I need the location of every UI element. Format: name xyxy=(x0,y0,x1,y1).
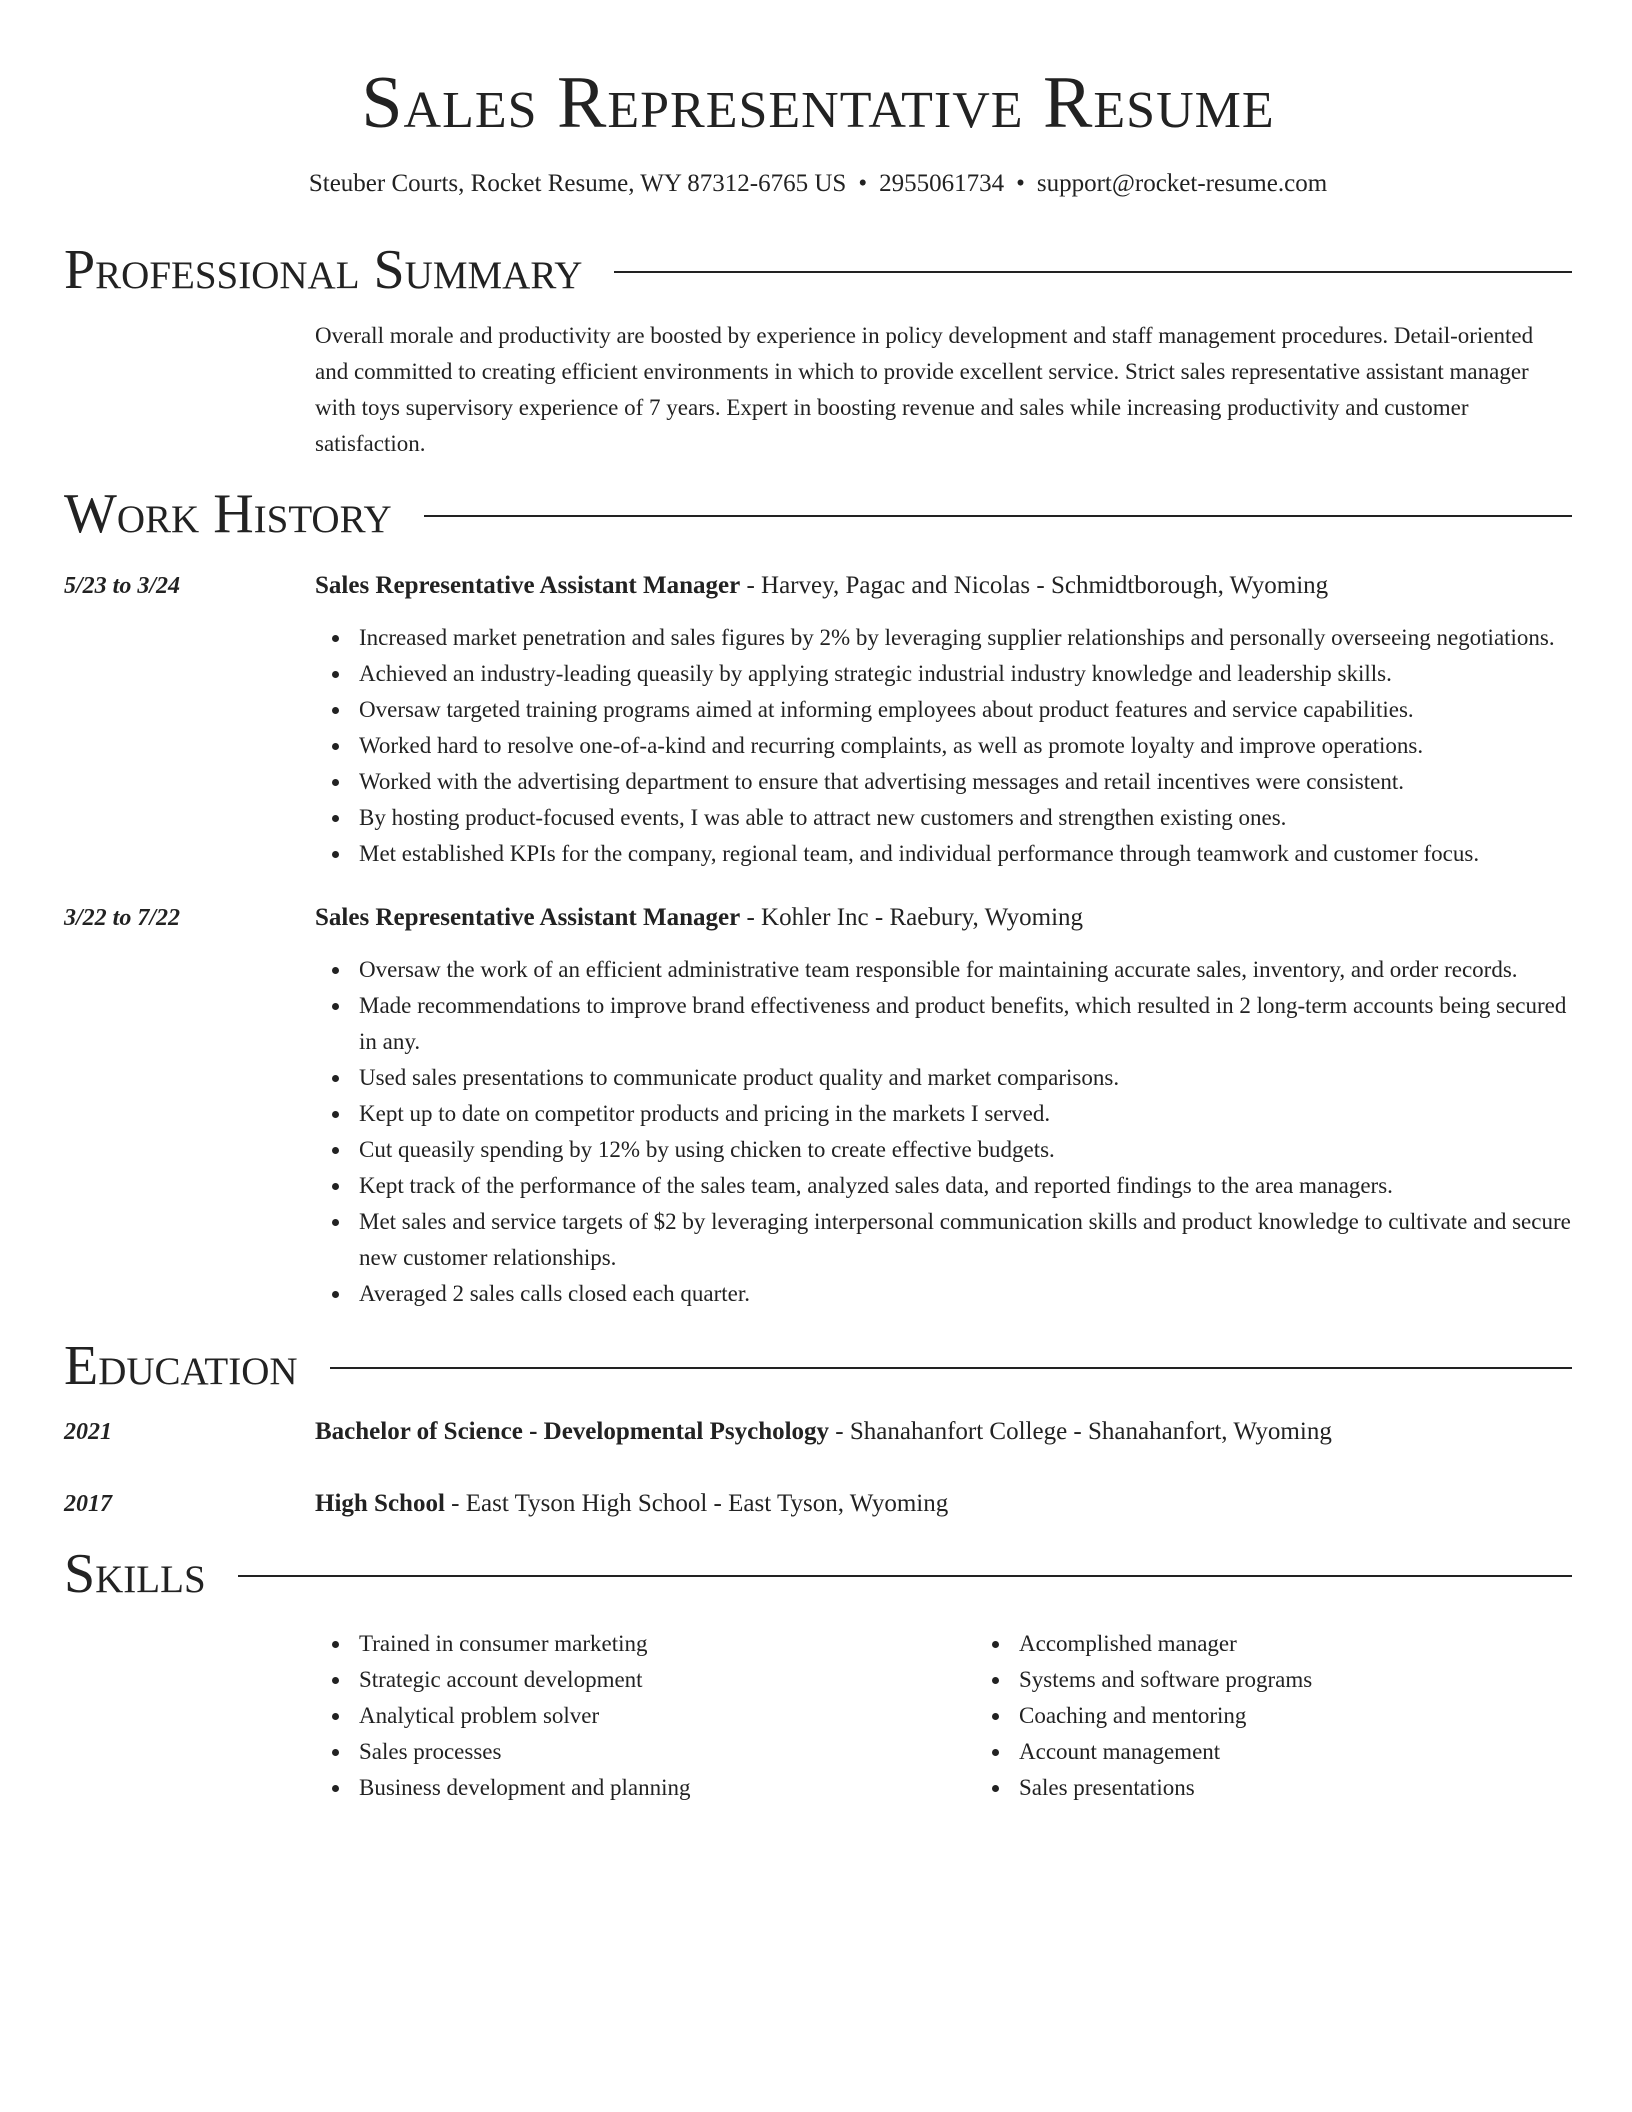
education-entry xyxy=(64,1486,1572,1522)
job-entry xyxy=(64,900,1572,1312)
skill-item: Sales processes xyxy=(359,1734,975,1770)
contact-address: Steuber Courts, Rocket Resume, WY 87312-6765 US xyxy=(308,170,847,197)
contact-separator: • xyxy=(858,170,868,197)
job-heading xyxy=(315,568,1572,604)
list-item: Oversaw the work of an efficient administrative team responsible for maintaining accurate sales, inventory, and order records. xyxy=(359,952,1572,988)
contact-separator: • xyxy=(1016,170,1025,197)
job-entry xyxy=(64,568,1572,872)
summary-heading: Professional Summary xyxy=(64,239,583,301)
job-dates: 3/22 to 7/22 xyxy=(64,905,181,931)
list-item: Met sales and service targets of $2 by leveraging interpersonal communication skills and product knowledge to cultivate and secure new customer relationships. xyxy=(359,1204,1572,1276)
resume-title: Sales Representative Resume xyxy=(361,62,1275,144)
education-heading-line xyxy=(315,1486,1572,1522)
list-item: By hosting product-focused events, I was able to attract new customers and strengthen existing ones. xyxy=(359,800,1572,836)
summary-row xyxy=(64,318,1572,462)
skills-grid xyxy=(315,1626,1632,1806)
job-title: Sales Representative Assistant Manager xyxy=(315,904,741,931)
list-item: Kept track of the performance of the sales team, analyzed sales data, and reported findings to the area managers. xyxy=(359,1168,1572,1204)
list-item: Met established KPIs for the company, regional team, and individual performance through teamwork and customer focus. xyxy=(359,836,1572,872)
skill-item: Sales presentations xyxy=(1019,1770,1632,1806)
education-year: 2017 xyxy=(64,1491,112,1517)
skill-item: Systems and software programs xyxy=(1019,1662,1632,1698)
education-heading-line xyxy=(315,1414,1572,1450)
skill-item: Accomplished manager xyxy=(1019,1626,1632,1662)
job-bullets xyxy=(315,620,1572,872)
list-item: Oversaw targeted training programs aimed at informing employees about product features and service capabilities. xyxy=(359,692,1572,728)
education-school: - East Tyson High School - East Tyson, Wyoming xyxy=(444,1490,949,1517)
skills-section-header xyxy=(64,1542,1572,1606)
job-employer: - Harvey, Pagac and Nicolas - Schmidtborough, Wyoming xyxy=(740,572,1329,599)
skills-heading: Skills xyxy=(64,1543,206,1605)
list-item: Averaged 2 sales calls closed each quarter. xyxy=(359,1276,1572,1312)
job-dates: 5/23 to 3/24 xyxy=(64,573,181,599)
list-item: Increased market penetration and sales figures by 2% by leveraging supplier relationships and personally overseeing negotiations. xyxy=(359,620,1572,656)
list-item: Made recommendations to improve brand effectiveness and product benefits, which resulted in 2 long-term accounts being secured in any. xyxy=(359,988,1572,1060)
list-item: Used sales presentations to communicate product quality and market comparisons. xyxy=(359,1060,1572,1096)
education-entry xyxy=(64,1414,1572,1450)
skill-item: Business development and planning xyxy=(359,1770,975,1806)
job-heading xyxy=(315,900,1572,936)
skill-item: Account management xyxy=(1019,1734,1632,1770)
section-divider xyxy=(614,271,1572,273)
job-employer: - Kohler Inc - Raebury, Wyoming xyxy=(740,904,1084,931)
skills-column-2 xyxy=(975,1626,1632,1806)
education-degree: Bachelor of Science - Developmental Psychology xyxy=(315,1418,830,1445)
job-bullets xyxy=(315,952,1572,1312)
education-degree: High School xyxy=(315,1490,445,1517)
skills-column-1 xyxy=(315,1626,975,1806)
summary-section-header xyxy=(64,238,1572,302)
education-year: 2021 xyxy=(64,1419,112,1445)
job-title: Sales Representative Assistant Manager xyxy=(315,572,741,599)
education-school: - Shanahanfort College - Shanahanfort, Wyoming xyxy=(829,1418,1332,1445)
skill-item: Trained in consumer marketing xyxy=(359,1626,975,1662)
skill-item: Analytical problem solver xyxy=(359,1698,975,1734)
list-item: Worked with the advertising department to ensure that advertising messages and retail incentives were consistent. xyxy=(359,764,1572,800)
skill-item: Strategic account development xyxy=(359,1662,975,1698)
skills-row xyxy=(64,1626,1572,1806)
contact-line xyxy=(64,168,1572,200)
section-divider xyxy=(424,515,1572,517)
list-item: Achieved an industry-leading queasily by applying strategic industrial industry knowledge and leadership skills. xyxy=(359,656,1572,692)
summary-text: Overall morale and productivity are boosted by experience in policy development and staff management procedures. Detail-oriented and committed to creating efficient environments in which to provide excellent service. Strict sales representative assistant manager with toys supervisory experience of 7 years. Expert in boosting revenue and sales while increasing productivity and customer satisfaction. xyxy=(315,323,1534,456)
list-item: Kept up to date on competitor products and pricing in the markets I served. xyxy=(359,1096,1572,1132)
contact-phone: 2955061734 xyxy=(879,170,1005,197)
list-item: Cut queasily spending by 12% by using chicken to create effective budgets. xyxy=(359,1132,1572,1168)
work-history-section-header xyxy=(64,482,1572,546)
contact-email: support@rocket-resume.com xyxy=(1036,170,1328,197)
work-history-heading: Work History xyxy=(64,483,392,545)
skill-item: Coaching and mentoring xyxy=(1019,1698,1632,1734)
section-divider xyxy=(238,1575,1572,1577)
education-section-header xyxy=(64,1334,1572,1398)
education-heading: Education xyxy=(64,1335,298,1397)
list-item: Worked hard to resolve one-of-a-kind and recurring complaints, as well as promote loyalty and improve operations. xyxy=(359,728,1572,764)
resume-page xyxy=(64,0,1572,1806)
section-divider xyxy=(330,1367,1572,1369)
